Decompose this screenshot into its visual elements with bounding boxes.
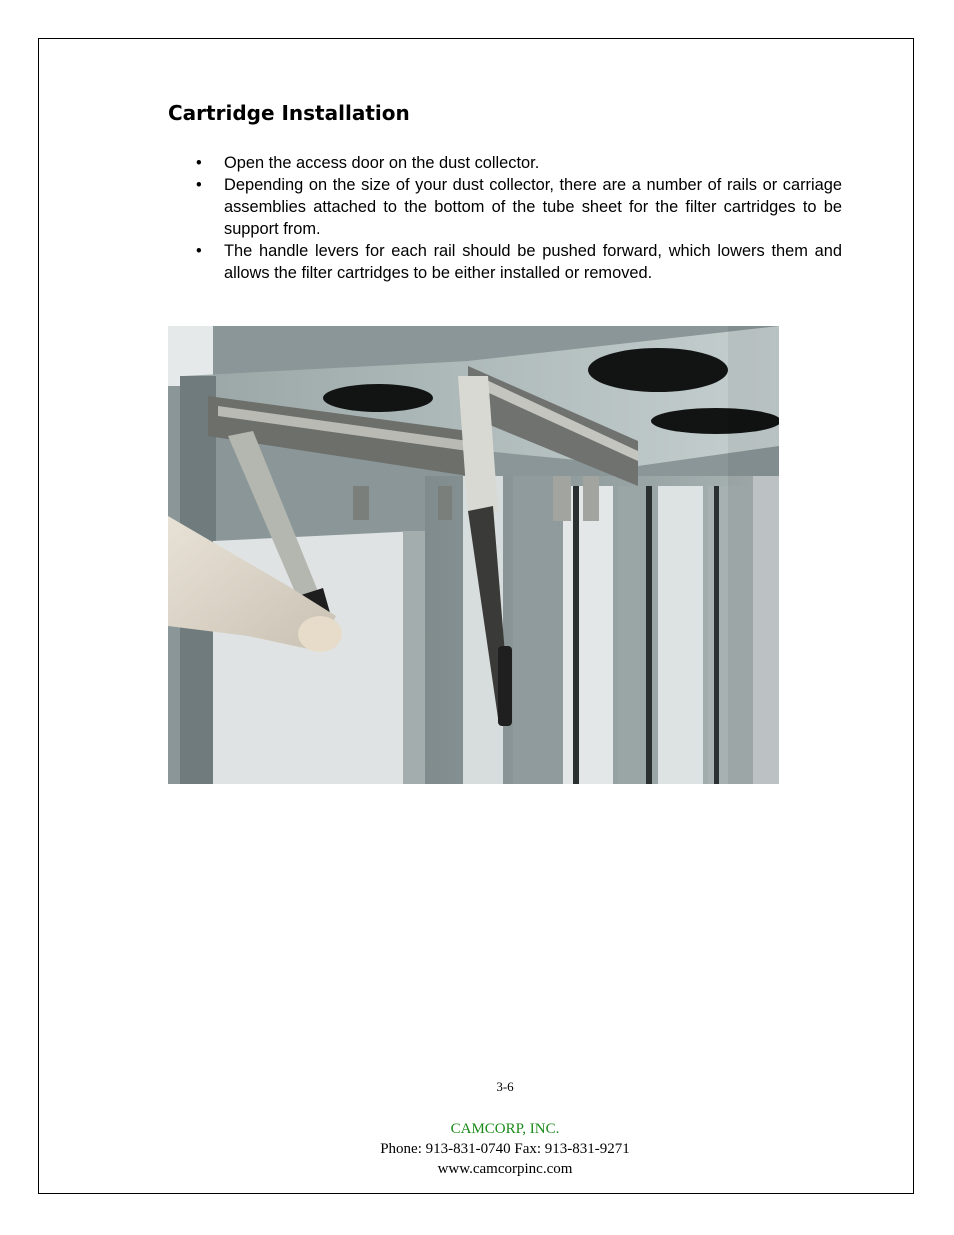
cartridge-installation-photo xyxy=(168,326,779,784)
bullet-icon: • xyxy=(196,176,202,194)
page-number: 3-6 xyxy=(496,1079,514,1094)
section-title: Cartridge Installation xyxy=(168,101,410,125)
list-item xyxy=(196,174,842,240)
contact-phone-fax: Phone: 913-831-0740 Fax: 913-831-9271 xyxy=(380,1141,630,1157)
bullet-icon: • xyxy=(196,242,202,260)
page-footer xyxy=(0,1119,954,1179)
list-item xyxy=(196,240,842,284)
list-item xyxy=(196,152,842,174)
company-website: www.camcorpinc.com xyxy=(437,1161,573,1177)
list-item-text: Depending on the size of your dust collector, there are a number of rails or carriage assemblies attached to the bottom of the tube sheet for the filter cartridges to be support from. xyxy=(224,176,842,238)
list-item-text: The handle levers for each rail should be pushed forward, which lowers them and allows the filter cartridges to be either installed or removed. xyxy=(224,242,842,282)
instruction-list xyxy=(196,152,842,284)
list-item-text: Open the access door on the dust collector. xyxy=(224,154,540,172)
company-name: CAMCORP, INC. xyxy=(450,1121,560,1137)
bullet-icon: • xyxy=(196,154,202,172)
